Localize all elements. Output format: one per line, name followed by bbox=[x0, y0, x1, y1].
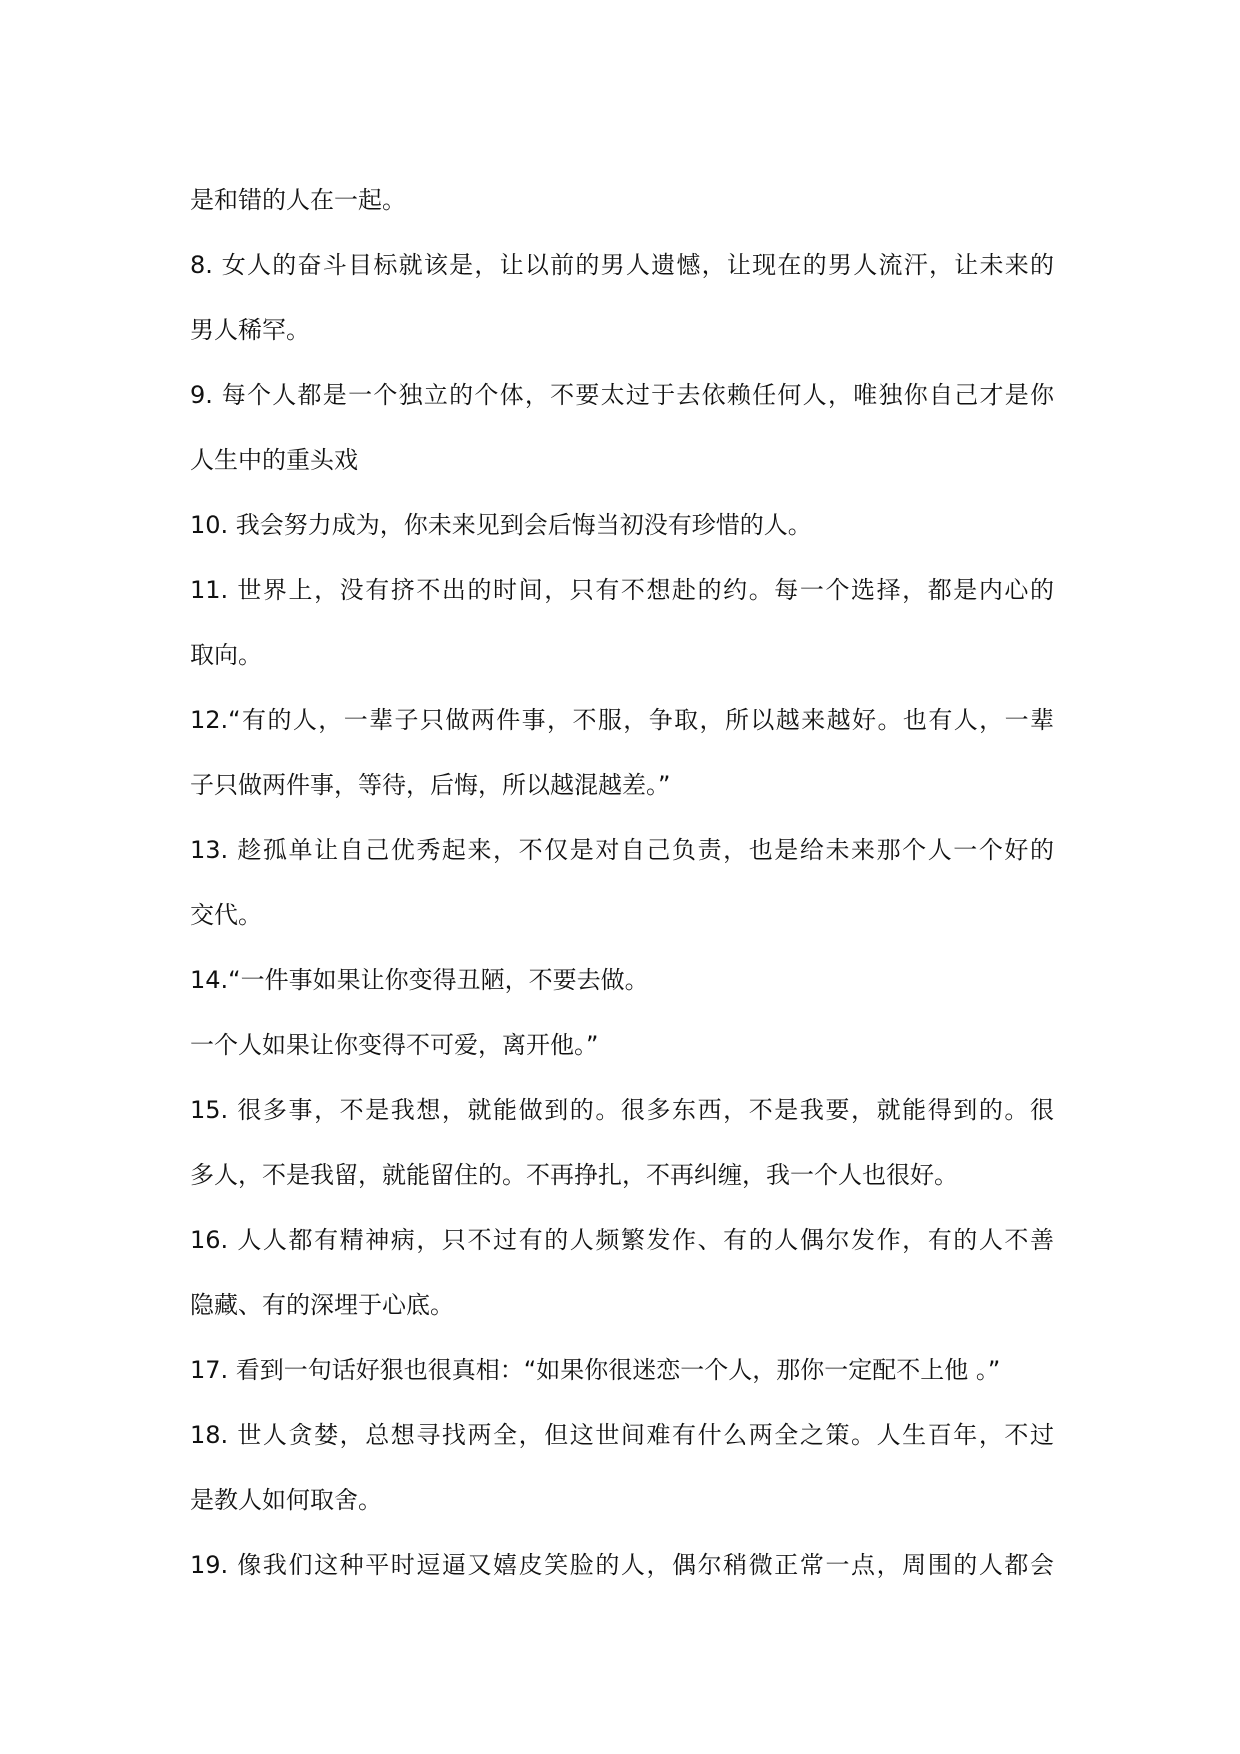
text-line: 取向。 bbox=[190, 641, 262, 669]
text-line: 9. 每个人都是一个独立的个体，不要太过于去依赖任何人，唯独你自己才是你 bbox=[190, 381, 1054, 409]
text-line: 13. 趁孤单让自己优秀起来，不仅是对自己负责，也是给未来那个人一个好的 bbox=[190, 836, 1054, 864]
text-line: 子只做两件事，等待，后悔，所以越混越差。” bbox=[190, 771, 671, 799]
text-line: 12.“有的人，一辈子只做两件事，不服，争取，所以越来越好。也有人，一辈 bbox=[190, 706, 1054, 734]
text-line: 多人，不是我留，就能留住的。不再挣扎，不再纠缠，我一个人也很好。 bbox=[190, 1161, 958, 1189]
text-line: 10. 我会努力成为，你未来见到会后悔当初没有珍惜的人。 bbox=[190, 511, 812, 539]
text-line: 是教人如何取舍。 bbox=[190, 1486, 382, 1514]
text-line: 男人稀罕。 bbox=[190, 316, 310, 344]
text-line: 17. 看到一句话好狠也很真相：“如果你很迷恋一个人，那你一定配不上他 。” bbox=[190, 1356, 1001, 1384]
text-line: 18. 世人贪婪，总想寻找两全，但这世间难有什么两全之策。人生百年，不过 bbox=[190, 1421, 1054, 1449]
text-line: 15. 很多事，不是我想，就能做到的。很多东西，不是我要，就能得到的。很 bbox=[190, 1096, 1054, 1124]
text-line: 是和错的人在一起。 bbox=[190, 186, 406, 214]
text-line: 16. 人人都有精神病，只不过有的人频繁发作、有的人偶尔发作，有的人不善 bbox=[190, 1226, 1054, 1254]
text-line: 8. 女人的奋斗目标就该是，让以前的男人遗憾，让现在的男人流汗，让未来的 bbox=[190, 251, 1054, 279]
text-line: 人生中的重头戏 bbox=[190, 446, 358, 474]
text-line: 19. 像我们这种平时逗逼又嬉皮笑脸的人，偶尔稍微正常一点，周围的人都会 bbox=[190, 1551, 1054, 1579]
text-line: 交代。 bbox=[190, 901, 262, 929]
text-line: 14.“一件事如果让你变得丑陋，不要去做。 bbox=[190, 966, 649, 994]
document-body bbox=[190, 168, 1054, 1598]
text-line: 一个人如果让你变得不可爱，离开他。” bbox=[190, 1031, 599, 1059]
text-line: 11. 世界上，没有挤不出的时间，只有不想赴的约。每一个选择，都是内心的 bbox=[190, 576, 1054, 604]
text-line: 隐藏、有的深埋于心底。 bbox=[190, 1291, 454, 1319]
